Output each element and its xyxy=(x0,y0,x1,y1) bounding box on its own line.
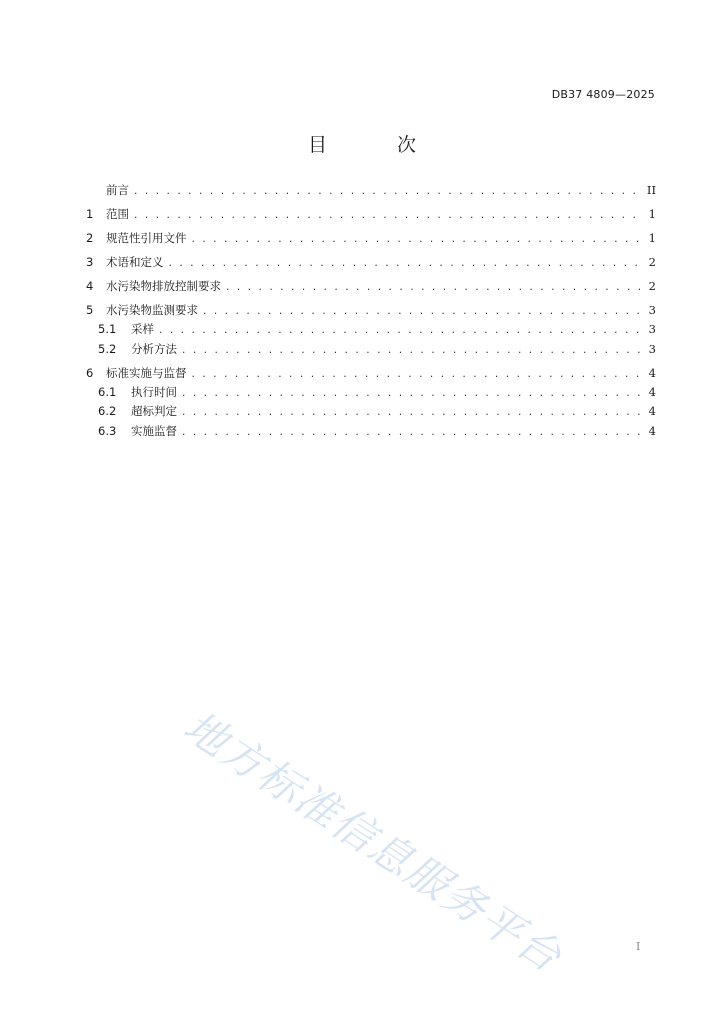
toc-leader-dots xyxy=(181,342,643,361)
toc-entry-title: 采样 xyxy=(131,322,154,337)
toc-entry-title: 前言 xyxy=(106,183,129,197)
toc-entry-page: 3 xyxy=(648,302,656,317)
page-number: I xyxy=(636,940,641,953)
toc-entry[interactable] xyxy=(86,181,656,200)
toc-entry-number: 6.1 xyxy=(98,385,117,400)
toc-entry-title: 标准实施与监督 xyxy=(106,365,187,380)
toc-entry[interactable] xyxy=(86,402,656,421)
toc-entry-page: 3 xyxy=(648,322,656,337)
toc-leader-dots xyxy=(181,404,643,423)
toc-entry-page: 4 xyxy=(648,404,656,419)
toc-entry[interactable] xyxy=(86,340,656,359)
toc-entry-number: 1 xyxy=(86,206,94,221)
toc-entry-page: 4 xyxy=(648,423,656,438)
toc-leader-dots xyxy=(168,255,643,274)
toc-entry-page: 4 xyxy=(648,365,656,380)
toc-entry-title: 水污染物排放控制要求 xyxy=(106,278,221,293)
toc-entry-title: 术语和定义 xyxy=(106,254,164,269)
toc-entry-number: 4 xyxy=(86,278,94,293)
watermark: 地方标准信息服务平台 xyxy=(175,701,572,983)
toc-entry-title: 超标判定 xyxy=(131,404,177,419)
toc-leader-dots xyxy=(158,322,643,341)
toc-leader-dots xyxy=(191,231,643,250)
toc-entry-title: 实施监督 xyxy=(131,423,177,438)
toc-entry-number: 5.2 xyxy=(98,341,117,356)
toc-entry[interactable] xyxy=(86,320,656,339)
toc-entry[interactable] xyxy=(86,205,656,224)
toc-entry[interactable] xyxy=(86,301,656,320)
toc-entry-number: 2 xyxy=(86,230,94,245)
page-title: 目 次 xyxy=(307,133,449,156)
document-code: DB37 4809—2025 xyxy=(551,88,655,101)
toc-entry-number: 5 xyxy=(86,302,94,317)
toc-entry-number: 3 xyxy=(86,254,94,269)
toc-entry-number: 5.1 xyxy=(98,322,117,337)
toc-entry-title: 执行时间 xyxy=(131,385,177,400)
toc-entry-page: 1 xyxy=(648,206,656,221)
toc-entry-page: 1 xyxy=(648,230,656,245)
toc-leader-dots xyxy=(181,385,643,404)
toc-entry-page: II xyxy=(646,183,656,197)
toc-entry[interactable] xyxy=(86,422,656,441)
toc-entry-page: 2 xyxy=(648,254,656,269)
toc-entry[interactable] xyxy=(86,383,656,402)
toc-entry-title: 范围 xyxy=(106,206,129,221)
toc-entry[interactable] xyxy=(86,229,656,248)
toc-entry-title: 分析方法 xyxy=(131,341,177,356)
toc-entry[interactable] xyxy=(86,277,656,296)
toc-entry-page: 2 xyxy=(648,278,656,293)
toc-entry[interactable] xyxy=(86,253,656,272)
toc-entry-page: 3 xyxy=(648,341,656,356)
toc-leader-dots xyxy=(181,424,643,443)
toc-entry-title: 规范性引用文件 xyxy=(106,230,187,245)
table-of-contents xyxy=(86,181,656,441)
toc-leader-dots xyxy=(133,207,643,226)
toc-leader-dots xyxy=(133,183,641,202)
toc-leader-dots xyxy=(225,279,643,298)
toc-entry-number: 6.2 xyxy=(98,404,117,419)
toc-entry-number: 6 xyxy=(86,365,94,380)
toc-entry-number: 6.3 xyxy=(98,423,117,438)
toc-entry-page: 4 xyxy=(648,385,656,400)
toc-entry[interactable] xyxy=(86,364,656,383)
toc-entry-title: 水污染物监测要求 xyxy=(106,302,198,317)
toc-leader-dots xyxy=(202,303,643,322)
toc-leader-dots xyxy=(191,366,643,385)
